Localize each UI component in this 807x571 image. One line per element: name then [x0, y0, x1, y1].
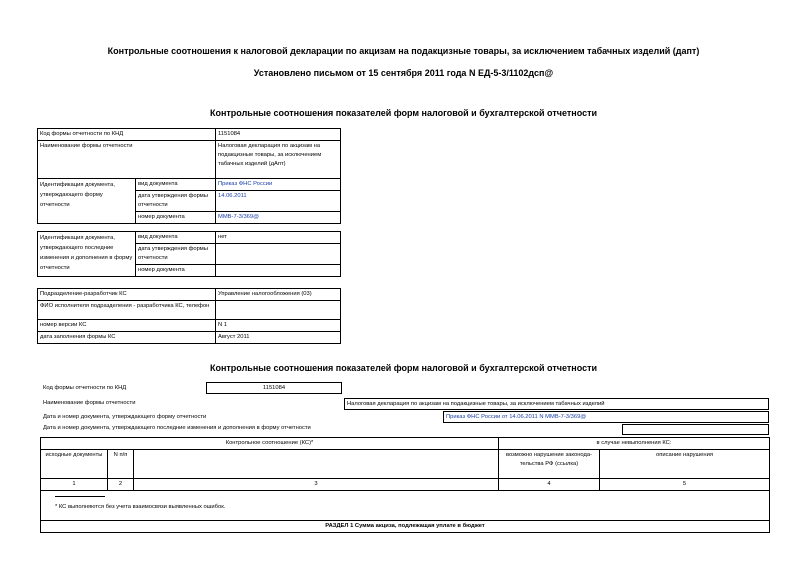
footnote-cell [41, 491, 770, 521]
form-info-table [37, 128, 341, 224]
knd2-label: Код формы отчетности по КНД [43, 385, 127, 391]
developer-label: Подразделение-разработчик КС [38, 289, 216, 301]
developer-table [37, 288, 341, 344]
changes-number-label: номер документа [136, 265, 216, 277]
col-index-3: 3 [134, 479, 499, 491]
col-source-docs: исходные документы [41, 450, 108, 479]
fill-date-label: дата заполнения формы КС [38, 332, 216, 344]
footnote-text: * КС выполняются без учета взаимосвязи выявленных ошибок. [55, 504, 226, 510]
violation-header: в случае невыполнения КС: [499, 438, 770, 450]
form-name-value: Налоговая декларация по акцизам на подакцизные товары, за исключением табачных изделий (дАпт) [216, 141, 341, 179]
doc-type-label: вид документа [136, 179, 216, 191]
col-violation-desc: описание нарушения [600, 450, 770, 479]
knd2-value: 1151084 [206, 382, 342, 394]
doc-type-link[interactable]: Приказ ФНС России [216, 179, 341, 191]
col-index-5: 5 [600, 479, 770, 491]
executor-label: ФИО исполнителя подразделения - разработчика КС, телефон [38, 301, 216, 320]
fill-date-value: Август 2011 [216, 332, 341, 344]
changes-table [37, 231, 341, 277]
form-name-label: Наименование формы отчетности [38, 141, 216, 179]
knd-label: Код формы отчетности по КНД [38, 129, 216, 141]
changes-date-label: дата утверждения формы отчетности [136, 244, 216, 265]
changes2-label: Дата и номер документа, утверждающего последние изменения и дополнения в форму отчетности [43, 425, 311, 431]
version-label: номер версии КС [38, 320, 216, 332]
control-ratios-grid [40, 437, 770, 533]
version-value: N 1 [216, 320, 341, 332]
document-title: Контрольные соотношения к налоговой декларации по акцизам на подакцизные товары, за исключением табачных изделий (дапт) [107, 46, 700, 56]
changes-doc-type-value: нет [216, 232, 341, 244]
changes-number-value [216, 265, 341, 277]
approval-date-label: дата утверждения формы отчетности [136, 191, 216, 212]
col-index-2: 2 [108, 479, 134, 491]
changes2-value [622, 424, 769, 435]
ks-header: Контрольное соотношение (КС)* [41, 438, 499, 450]
col-law-ref: возможно нарушение законода- тельства РФ (ссылка) [499, 450, 600, 479]
doc-number-label: номер документа [136, 212, 216, 224]
changes-ident-label: Идентификация документа, утверждающего последние изменения и дополнения в форму отчетности [38, 232, 136, 277]
approval2-link[interactable]: Приказ ФНС России от 14.06.2011 N ММВ-7-3/369@ [443, 411, 769, 423]
knd-value: 1151084 [216, 129, 341, 141]
developer-value: Управление налогообложения (03) [216, 289, 341, 301]
document-subtitle: Установлено письмом от 15 сентября 2011 года N ЕД-5-3/1102дсп@ [253, 68, 554, 78]
changes-date-value [216, 244, 341, 265]
doc-number-link[interactable]: ММВ-7-3/369@ [216, 212, 341, 224]
ident-label: Идентификация документа, утверждающего форму отчетности [38, 179, 136, 224]
col-index-1: 1 [41, 479, 108, 491]
approval-date-value[interactable]: 14.06.2011 [216, 191, 341, 212]
changes-doc-type-label: вид документа [136, 232, 216, 244]
form-name2-label: Наименование формы отчетности [43, 400, 136, 406]
approval2-label: Дата и номер документа, утверждающего форму отчетности [43, 414, 207, 420]
col-ks-body [134, 450, 499, 479]
form-name2-value: Налоговая декларация по акцизам на подакцизные товары, за исключением табачных изделий [344, 398, 769, 410]
section1-heading: Контрольные соотношения показателей форм налоговой и бухгалтерской отчетности [209, 108, 598, 118]
footnote-divider [55, 496, 105, 497]
section-1-title: РАЗДЕЛ 1 Сумма акциза, подлежащая уплате в бюджет [41, 521, 770, 533]
col-number: N п/п [108, 450, 134, 479]
col-index-4: 4 [499, 479, 600, 491]
section2-heading: Контрольные соотношения показателей форм налоговой и бухгалтерской отчетности [209, 363, 598, 373]
executor-value [216, 301, 341, 320]
